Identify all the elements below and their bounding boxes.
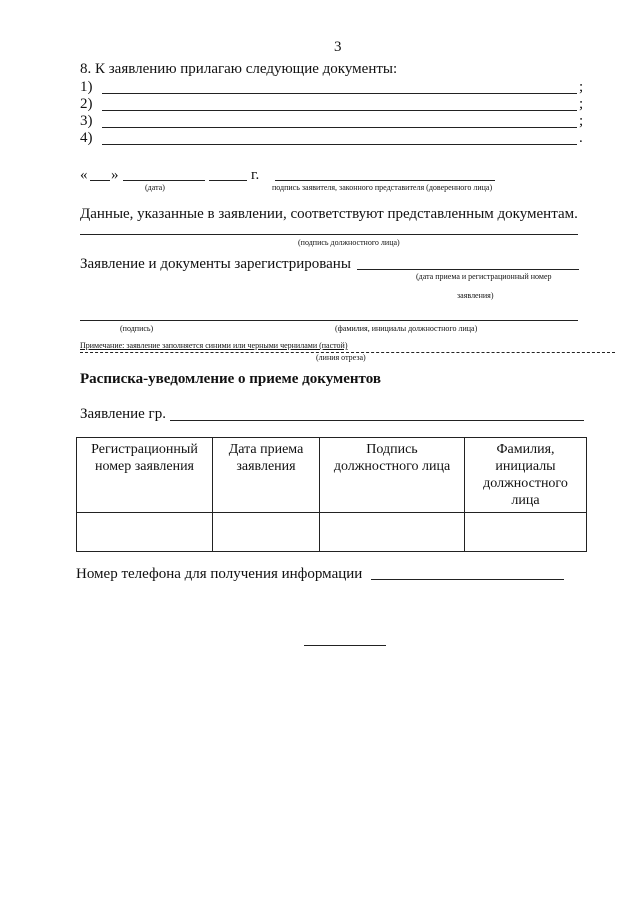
- item-2-line[interactable]: [102, 110, 577, 111]
- phone-label: Номер телефона для получения информации: [76, 566, 363, 582]
- section-8-heading: 8. К заявлению прилагаю следующие документы:: [80, 61, 398, 77]
- cell-registration-number[interactable]: [77, 513, 213, 552]
- receipt-table-row: [77, 513, 587, 552]
- registration-caption-line2: заявления): [457, 291, 494, 300]
- applicant-name-line[interactable]: [170, 420, 584, 421]
- registration-caption-line1: (дата приема и регистрационный номер: [416, 272, 552, 281]
- applicant-signature-caption: подпись заявителя, законного представителя (доверенного лица): [272, 183, 493, 192]
- item-2-number: 2): [80, 96, 93, 112]
- official-signature-line[interactable]: [80, 234, 578, 235]
- item-4-line[interactable]: [102, 144, 577, 145]
- header-registration-number: Регистрационный номер заявления: [77, 438, 213, 513]
- item-3-end: ;: [579, 113, 584, 129]
- item-3-line[interactable]: [102, 127, 577, 128]
- item-1-end: ;: [579, 79, 584, 95]
- receipt-table: [76, 437, 587, 552]
- cell-date[interactable]: [213, 513, 320, 552]
- cell-signature[interactable]: [320, 513, 465, 552]
- date-month-line[interactable]: [123, 180, 205, 181]
- item-3-number: 3): [80, 113, 93, 129]
- applicant-label: Заявление гр.: [80, 406, 166, 422]
- conformity-text: Данные, указанные в заявлении, соответствуют представленным документам.: [80, 206, 578, 222]
- item-4-number: 4): [80, 130, 93, 146]
- item-2-end: ;: [579, 96, 584, 112]
- receipt-table-header-row: [77, 438, 587, 513]
- registration-line[interactable]: [357, 269, 579, 270]
- cell-name[interactable]: [465, 513, 587, 552]
- date-day-line[interactable]: [90, 180, 110, 181]
- item-1-number: 1): [80, 79, 93, 95]
- item-4-end: .: [579, 130, 583, 146]
- year-suffix: г.: [251, 167, 260, 183]
- closing-separator: [304, 645, 386, 646]
- official-signature-caption: (подпись должностного лица): [298, 238, 400, 247]
- header-name: Фамилия, инициалы должностного лица: [465, 438, 587, 513]
- date-quote-close: »: [111, 167, 119, 183]
- signature-caption: (подпись): [120, 324, 154, 333]
- date-quote-open: «: [80, 167, 88, 183]
- cut-line-caption: (линия отреза): [316, 353, 366, 362]
- page-number: 3: [334, 39, 342, 55]
- official-name-caption: (фамилия, инициалы должностного лица): [335, 324, 478, 333]
- phone-line[interactable]: [371, 579, 564, 580]
- note-text: Примечание: заявление заполняется синими или черными чернилами (пастой): [80, 341, 348, 350]
- date-caption: (дата): [145, 183, 165, 192]
- header-signature: Подпись должностного лица: [320, 438, 465, 513]
- applicant-signature-line[interactable]: [275, 180, 495, 181]
- item-1-line[interactable]: [102, 93, 577, 94]
- date-year-line[interactable]: [209, 180, 247, 181]
- registration-text: Заявление и документы зарегистрированы: [80, 256, 351, 272]
- receipt-title: Расписка-уведомление о приеме документов: [80, 371, 381, 387]
- official-name-line[interactable]: [80, 320, 578, 321]
- header-date: Дата приема заявления: [213, 438, 320, 513]
